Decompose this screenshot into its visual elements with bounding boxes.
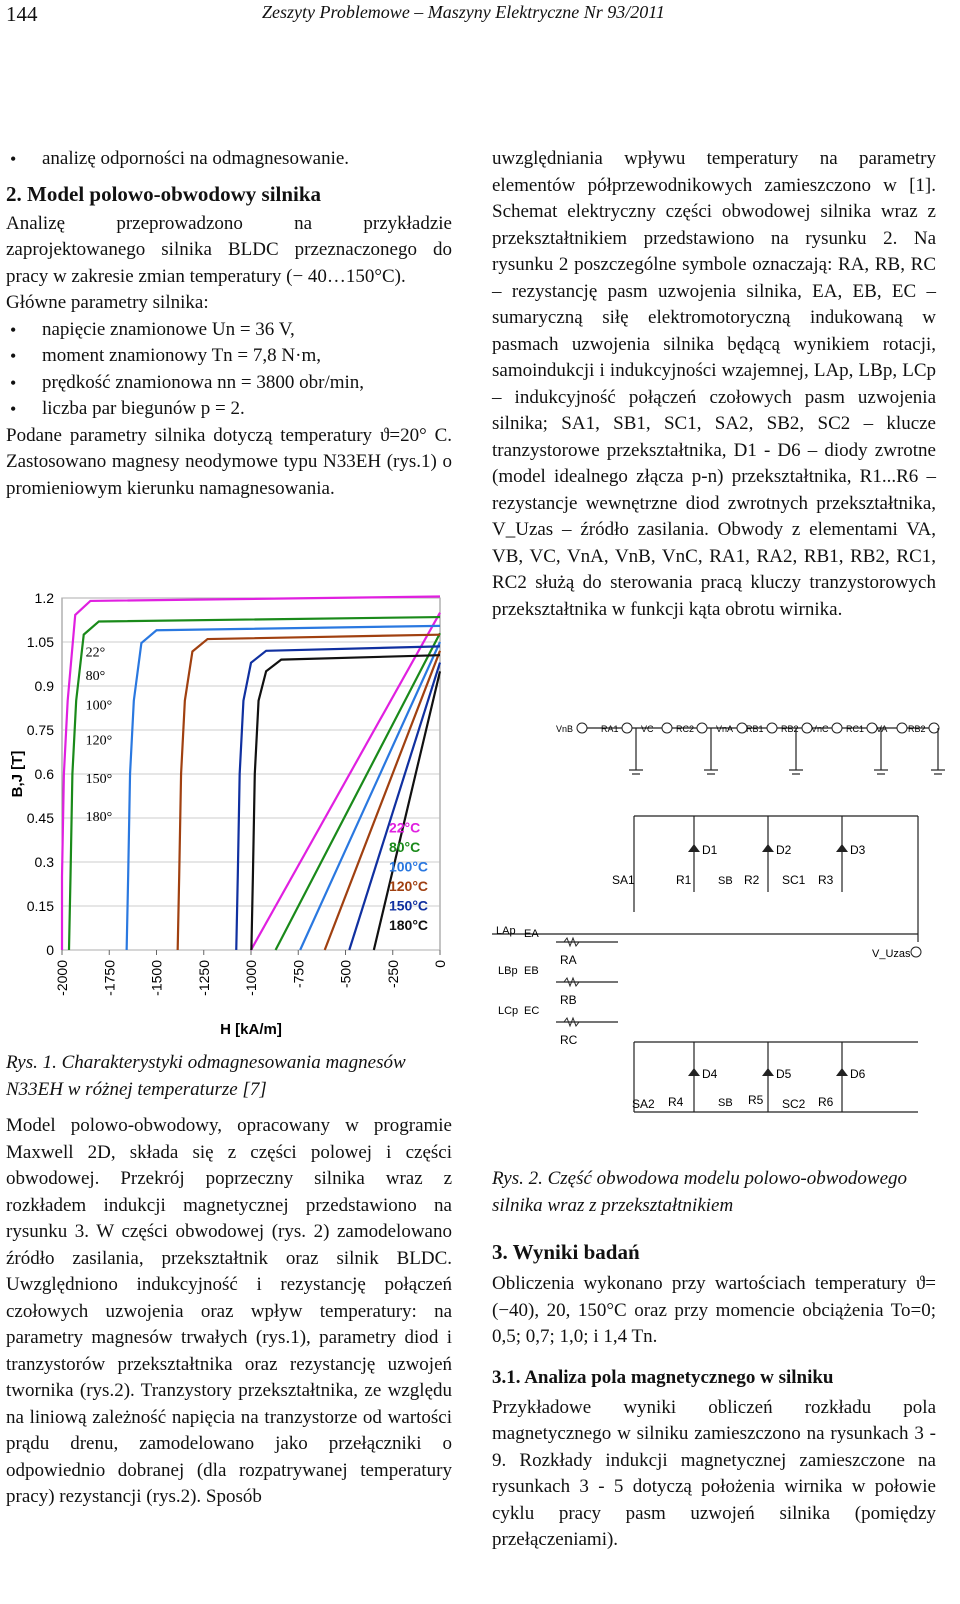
component-label: RA [560,953,577,967]
x-tick-label: -1000 [243,960,259,996]
page-header [0,0,960,30]
component-label: R2 [744,873,760,887]
component-label: RB2 [908,724,926,734]
paragraph: uwzględniania wpływu temperatury na parametry elementów półprzewodnikowych zamieszczono w [1]. Schemat elektryczny części obwodowej silnika wraz z przekształtnikiem przedstawiono na rysunku 2. Na rysunku 2 poszczególne symbole oznaczają: RA, RB, RC – rezystancję pasm uzwojenia silnika, EA, EB, EC – sumaryczną siłę elektromotoryczną indukowaną w pasmach uzwojenia silnika będącą wynikiem rotacji, samoindukcji i indukcyjności wzajemnej, LAp, LBp, LCp – indukcyjność połączeń czołowych pasm uzwojenia silnika; SA1, SB1, SC1, SA2, SB2, SC2 – klucze tranzystorowe przekształtnika, D1 - D6 – diody zwrotne (model idealnego złącza p-n) przekształtnika, R1...R6 – rezystancje wewnętrzne diod zwrotnych przekształtnika, V_Uzas – źródło zasilania. Obwody z elementami VA, VB, VC, VnA, VnB, VnC, RA1, RA2, RB1, RB2, RC1, RC2 służą do sterowania pracą kluczy tranzystorowych przekształtnika w funkcji kąta obrotu wirnika. [492,148,936,620]
y-tick-label: 0.6 [34,766,54,782]
component-label: R3 [818,873,834,887]
x-tick-label: -500 [337,960,354,989]
param-item: • moment znamionowy Tn = 7,8 N·m, [6,343,452,370]
y-axis-label: B,J [T] [9,750,26,798]
component-label: D6 [850,1067,866,1081]
figure-2-caption: Rys. 2. Część obwodowa modelu polowo-obwodowego silnika wraz z przekształtnikiem [492,1168,908,1216]
right-column-top [492,146,936,623]
x-tick-label: -250 [384,960,401,989]
x-tick-label: -1250 [195,960,212,996]
params-list [6,317,452,423]
bullet-list-top [6,146,452,173]
paragraph: Obliczenia wykonano przy wartościach temperatury ϑ=(−40), 20, 150°C oraz przy momencie obciążenia To=0; 0,5; 0,7; 1,0; i 1,4 Tn. [492,1273,936,1347]
component-label: D4 [702,1067,718,1081]
legend-entry: 120°C [388,878,429,895]
source-symbol [662,723,672,733]
paragraph: Analizę przeprowadzono na przykładzie zaprojektowanego silnika BLDC przeznaczonego do pracy w zakresie zmian temperatury (− 40…150°C). [6,212,452,287]
component-label: D1 [702,843,718,857]
legend-entry: 100°C [388,858,429,875]
component-label: D2 [776,843,792,857]
component-label: RB2 [781,724,799,734]
component-label: RC2 [676,724,695,734]
curve-annotation: 150° [85,771,113,787]
component-label: VnC [811,724,829,734]
dc-source-symbol [911,947,921,957]
component-label: SC1 [782,873,806,887]
y-tick-label: 0.75 [26,722,54,738]
figure-2-circuit [486,712,946,1162]
y-tick-label: 0.3 [34,854,54,870]
x-tick-label: -1500 [148,960,165,996]
component-label: SB [718,875,733,887]
paragraph: Podane parametry silnika dotyczą temperatury ϑ=20° C. Zastosowano magnesy neodymowe typu N33EH (rys.1) o promieniowym kierunku namagnesowania. [6,424,452,499]
curve-annotation: 100° [85,698,113,714]
component-label: RC [560,1033,578,1047]
paragraph: Przykładowe wyniki obliczeń rozkładu pola magnetycznego w silniku zamieszczono na rysunkach 3 - 9. Rozkłady indukcji magnetycznej zamieszczone na rysunkach 3 - 5 dotyczą położenia wirnika w połowie cyklu pracy pasm uzwojeń silnika (pomiędzy przełączeniami). [492,1396,936,1550]
legend-entry: 22°C [388,819,421,836]
x-tick-label: -2000 [54,960,70,996]
y-tick-label: 0.15 [26,898,54,914]
y-tick-label: 0 [46,942,54,958]
demagnetization-chart [0,586,470,1046]
component-label: V_Uzas [872,948,911,960]
component-label: VA [876,724,888,734]
y-tick-label: 1.05 [26,634,54,650]
section-heading-3: 3. Wyniki badań [492,1240,640,1264]
component-label: LBp [498,965,518,977]
component-label: EC [524,1005,540,1017]
bullet-item: • analizę odporności na odmagnesowanie. [6,146,452,173]
series-line-J [62,597,440,950]
component-label: VnA [716,724,734,734]
journal-title: Zeszyty Problemowe – Maszyny Elektryczne Nr 93/2011 [262,2,665,22]
params-title: Główne parametry silnika: [6,292,209,313]
curve-annotation: 180° [85,809,113,825]
source-symbol [577,723,587,733]
figure-1-chart [0,586,470,1046]
right-column-bottom [492,1166,936,1554]
y-tick-label: 0.9 [34,678,54,694]
x-axis-label: H [kA/m] [220,1021,282,1038]
component-label: EA [524,928,539,940]
x-tick-label: 0 [432,960,448,968]
y-tick-label: 1.2 [34,590,54,606]
component-label: R6 [818,1095,834,1109]
paragraph: Model polowo-obwodowy, opracowany w programie Maxwell 2D, składa się z części polowej i części obwodowej. Przekrój poprzeczny silnika wraz z rozkładem indukcji magnetycznej przedstawiono na rysunku 3. W części obwodowej (rys. 2) zamodelowano źródło zasilania, przekształtnik oraz silnik BLDC. Uwzględniono indukcyjność i rezystancję połączeń czołowych uzwojenia oraz wpływ temperatury: na parametry magnesów trwałych (rys.1), parametry diod i tranzystorów przekształtnika oraz rezystancję uzwojeń twornika (rys.2). Tranzystory przekształtnika, ze względu na liniową zależność napięcia na tranzystorze od wartości prądu drenu, zamodelowano jako przełączniki o odpowiednio dobranej (dla rozpatrywanej temperatury pracy) rezystancji (rys.2). Sposób [6,1115,452,1507]
circuit-diagram [486,712,946,1162]
section-heading-3-1: 3.1. Analiza pola magnetycznego w silniku [492,1366,834,1388]
component-label: VC [641,724,654,734]
param-item: • napięcie znamionowe Un = 36 V, [6,317,452,344]
curve-annotation: 120° [85,733,113,749]
component-label: RB [560,993,577,1007]
component-label: RB1 [746,724,764,734]
component-label: R4 [668,1095,684,1109]
legend-entry: 180°C [388,917,429,934]
param-item: • prędkość znamionowa nn = 3800 obr/min, [6,370,452,397]
component-label: SC2 [782,1097,806,1111]
component-label: LCp [498,1005,519,1017]
component-label: RA1 [601,724,619,734]
y-tick-label: 0.45 [26,810,54,826]
left-column-top [6,146,452,502]
source-symbol [767,723,777,733]
component-label: D5 [776,1067,792,1081]
figure-1-caption: Rys. 1. Charakterystyki odmagnesowania magnesów N33EH w różnej temperaturze [7] [6,1052,406,1100]
param-item: • liczba par biegunów p = 2. [6,396,452,423]
x-tick-label: -1750 [101,960,118,996]
x-tick-label: -750 [290,960,307,989]
legend-entry: 150°C [388,897,429,914]
component-label: RC1 [846,724,865,734]
page-number: 144 [6,2,38,26]
component-label: VnB [556,724,574,734]
component-label: SA2 [632,1097,655,1111]
left-column-bottom [6,1050,452,1511]
source-symbol [697,723,707,733]
section-heading-2: 2. Model polowo-obwodowy silnika [6,181,322,206]
legend-entry: 80°C [388,839,421,856]
component-label: SA1 [612,873,635,887]
component-label: LAp [496,925,516,937]
component-label: R5 [748,1093,764,1107]
source-symbol [832,723,842,733]
curve-annotation: 22° [85,645,106,661]
component-label: R1 [676,873,692,887]
curve-annotation: 80° [85,669,106,685]
component-label: SB [718,1097,733,1109]
source-symbol [622,723,632,733]
component-label: EB [524,965,539,977]
component-label: D3 [850,843,866,857]
source-symbol [897,723,907,733]
